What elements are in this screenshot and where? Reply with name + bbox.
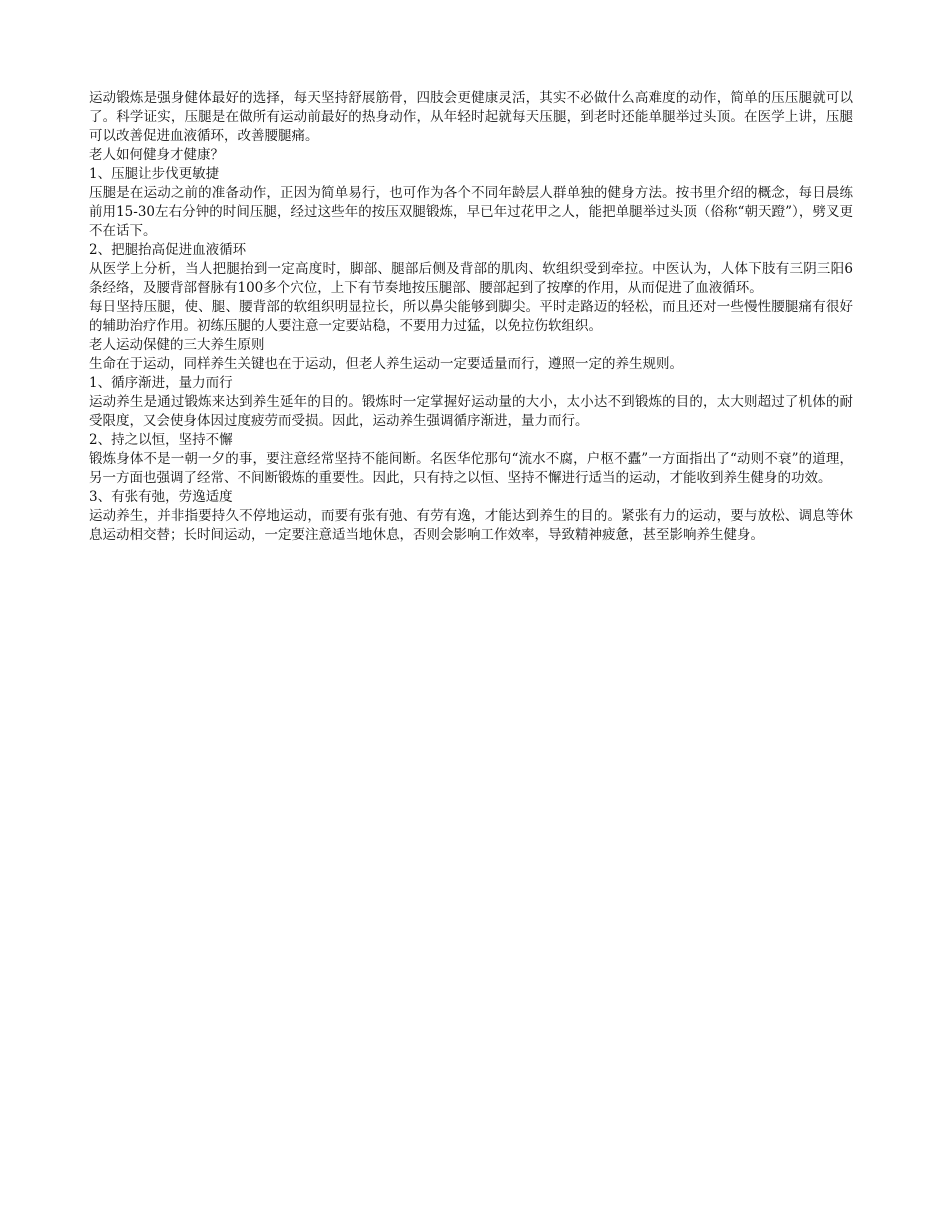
subheading-gradual: 1、循序渐进，量力而行 [89,375,233,391]
paragraph-daily-practice: 每日坚持压腿，使、腿、腰背部的软组织明显拉长，所以鼻尖能够到脚尖。平时走路迈的轻松，而且还对一些慢性腰腿痛有很好的辅助治疗作用。初练压腿的人要注意一定要站稳，不要用力过猛，以免拉伤软组织。 [89,299,853,334]
subheading-raise-legs: 2、把腿抬高促进血液循环 [89,242,247,258]
paragraph-balance: 运动养生，并非指要持久不停地运动，而要有张有弛、有劳有逸，才能达到养生的目的。紧张有力的运动，要与放松、调息等休息运动相交替；长时间运动，一定要注意适当地休息，否则会影响工作效率，导致精神疲惫，甚至影响养生健身。 [89,508,853,543]
paragraph-gradual: 运动养生是通过锻炼来达到养生延年的目的。锻炼时一定掌握好运动量的大小，太小达不到锻炼的目的，太大则超过了机体的耐受限度，又会使身体因过度疲劳而受损。因此，运动养生强调循序渐进，量力而行。 [89,394,853,429]
paragraph-principles-intro: 生命在于运动，同样养生关键也在于运动，但老人养生运动一定要适量而行，遵照一定的养生规则。 [89,356,683,372]
document-body [89,89,853,545]
section-heading-fitness: 老人如何健身才健康？ [89,147,224,163]
intro-paragraph: 运动锻炼是强身健体最好的选择，每天坚持舒展筋骨，四肢会更健康灵活，其实不必做什么高难度的动作，简单的压压腿就可以了。科学证实，压腿是在做所有运动前最好的热身动作，从年轻时起就每天压腿，到老时还能单腿举过头顶。在医学上讲，压腿可以改善促进血液循环，改善腰腿痛。 [89,90,853,144]
paragraph-persistence: 锻炼身体不是一朝一夕的事，要注意经常坚持不能间断。名医华佗那句“流水不腐，户枢不蠹”一方面指出了“动则不衰”的道理，另一方面也强调了经常、不间断锻炼的重要性。因此，只有持之以恒、坚持不懈进行适当的运动，才能收到养生健身的功效。 [89,451,853,486]
section-heading-principles: 老人运动保健的三大养生原则 [89,337,265,353]
subheading-balance: 3、有张有弛，劳逸适度 [89,489,233,505]
paragraph-leg-press: 压腿是在运动之前的准备动作，正因为简单易行，也可作为各个不同年龄层人群单独的健身方法。按书里介绍的概念，每日晨练前用15-30左右分钟的时间压腿，经过这些年的按压双腿锻炼，早已年过花甲之人，能把单腿举过头顶（俗称“朝天蹬”），劈叉更不在话下。 [89,185,853,239]
subheading-persistence: 2、持之以恒，坚持不懈 [89,432,233,448]
paragraph-raise-legs: 从医学上分析，当人把腿抬到一定高度时，脚部、腿部后侧及背部的肌肉、软组织受到牵拉。中医认为，人体下肢有三阴三阳6条经络，及腰背部督脉有100多个穴位，上下有节奏地按压腿部、腰部起到了按摩的作用，从而促进了血液循环。 [89,261,853,296]
subheading-leg-press: 1、压腿让步伐更敏捷 [89,166,220,182]
